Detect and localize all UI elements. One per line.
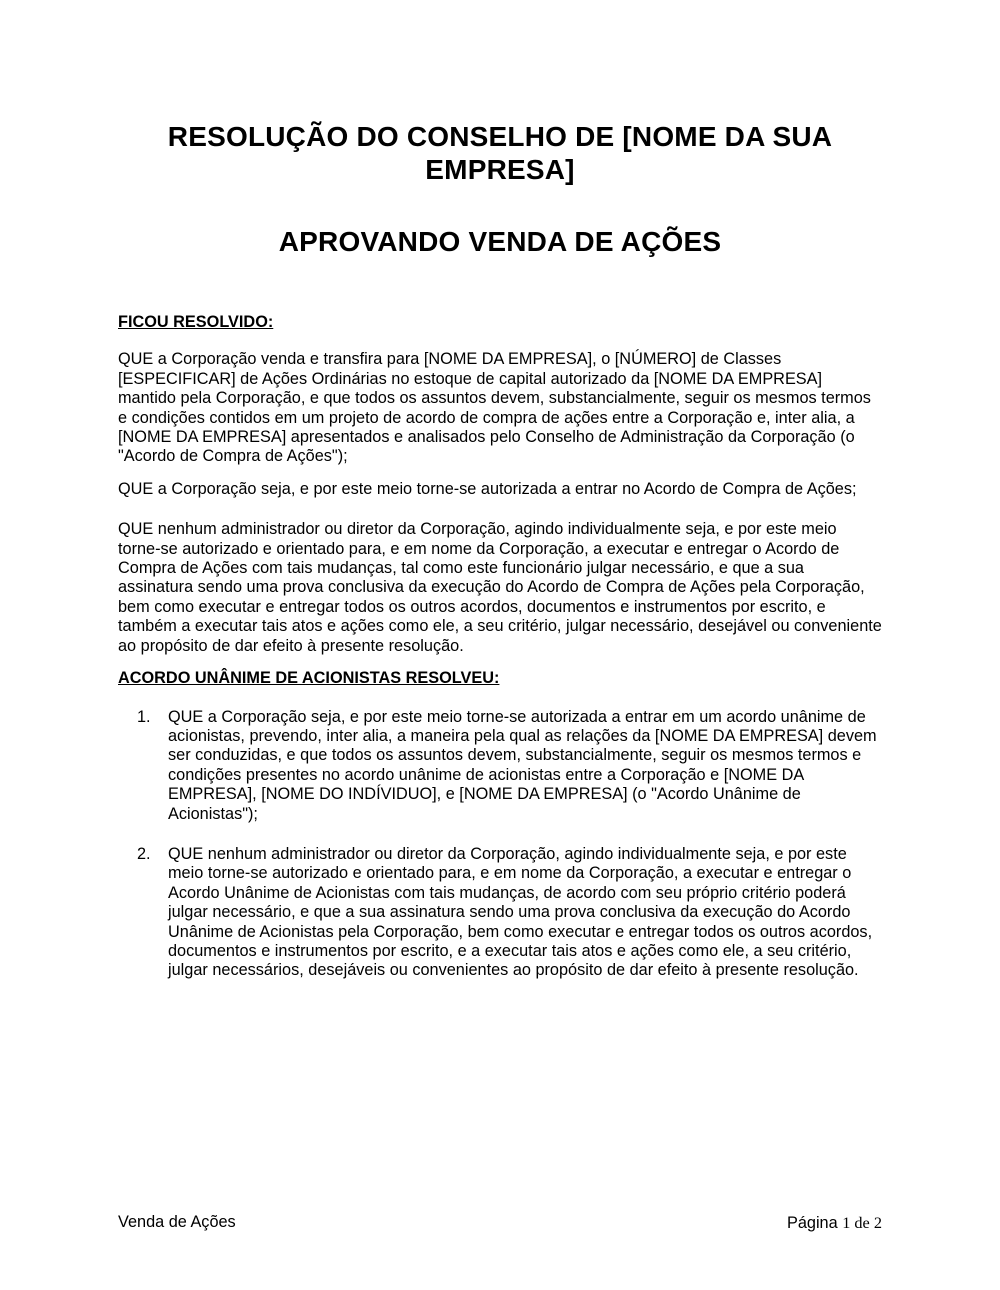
list-item-text: QUE nenhum administrador ou diretor da Corporação, agindo individualmente seja, e por este meio torne-se autorizado e orientado para, e em nome da Corporação, a executar e entregar o Acordo Unânime de Acionistas com tais mudanças, de acordo com seu próprio critério poderá julgar necessário, e que a sua assinatura sendo uma prova conclusiva da execução do Acordo Unânime de Acionistas pela Corporação, bem como executar e entregar todos os outros acordos, documentos e instrumentos por escrito, e a executar tais atos e ações como ele, a seu critério, julgar necessários, desejáveis ou convenientes ao propósito de dar efeito à presente resolução. bbox=[168, 844, 873, 980]
document-body bbox=[118, 0, 882, 981]
resolved-paragraph-3: QUE nenhum administrador ou diretor da Corporação, agindo individualmente seja, e por este meio torne-se autorizado e orientado para, e em nome da Corporação, a executar e entregar o Acordo de Compra de Ações com tais mudanças, tal como este funcionário julgar necessário, e que a sua assinatura sendo uma prova conclusiva da execução do Acordo de Compra de Ações pela Corporação, bem como executar e entregar todos os outros acordos, documentos e instrumentos por escrito, e também a executar tais atos e ações como ele, a seu critério, julgar necessário, desejável ou conveniente ao propósito de dar efeito à presente resolução. bbox=[118, 520, 882, 655]
list-item bbox=[118, 845, 882, 981]
footer-page-count: 1 de 2 bbox=[842, 1213, 882, 1232]
resolved-paragraph-2: QUE a Corporação seja, e por este meio torne-se autorizada a entrar no Acordo de Compra de Ações; bbox=[118, 479, 857, 498]
footer-page-label: Página bbox=[786, 1214, 843, 1232]
page-footer bbox=[118, 1213, 882, 1233]
section-heading-resolved: FICOU RESOLVIDO: bbox=[118, 313, 274, 331]
list-item-text: QUE a Corporação seja, e por este meio torne-se autorizada a entrar em um acordo unânime de acionistas, prevendo, inter alia, a maneira pela qual as relações da [NOME DA EMPRESA] devem ser conduzidas, e que todos os assuntos devem, substancialmente, seguir os mesmos termos e condições presentes no acordo unânime de acionistas entre a Corporação e [NOME DA EMPRESA], [NOME DO INDÍVIDUO], e [NOME DA EMPRESA] (o "Acordo Unânime de Acionistas"); bbox=[168, 707, 877, 823]
list-item-number: 1. bbox=[137, 707, 151, 726]
document-title: RESOLUÇÃO DO CONSELHO DE [NOME DA SUA EMPRESA] bbox=[167, 121, 833, 185]
footer-page-number bbox=[787, 1213, 882, 1233]
list-item bbox=[118, 708, 882, 824]
document-subtitle: APROVANDO VENDA DE AÇÕES bbox=[278, 226, 722, 257]
section-heading-unanimous: ACORDO UNÂNIME DE ACIONISTAS RESOLVEU: bbox=[118, 669, 500, 688]
footer-document-name: Venda de Ações bbox=[118, 1213, 236, 1231]
resolved-paragraph-1: QUE a Corporação venda e transfira para [NOME DA EMPRESA], o [NÚMERO] de Classes [ESPECIFICAR] de Ações Ordinárias no estoque de capital autorizado da [NOME DA EMPRESA] mantido pela Corporação, e que todos os assuntos devem, substancialmente, seguir os mesmos termos e condições contidos em um projeto de acordo de compra de ações entre a Corporação e, inter alia, a [NOME DA EMPRESA] apresentados e analisados pelo Conselho de Administração da Corporação (o "Acordo de Compra de Ações"); bbox=[118, 350, 871, 466]
list-item-number: 2. bbox=[137, 844, 151, 863]
